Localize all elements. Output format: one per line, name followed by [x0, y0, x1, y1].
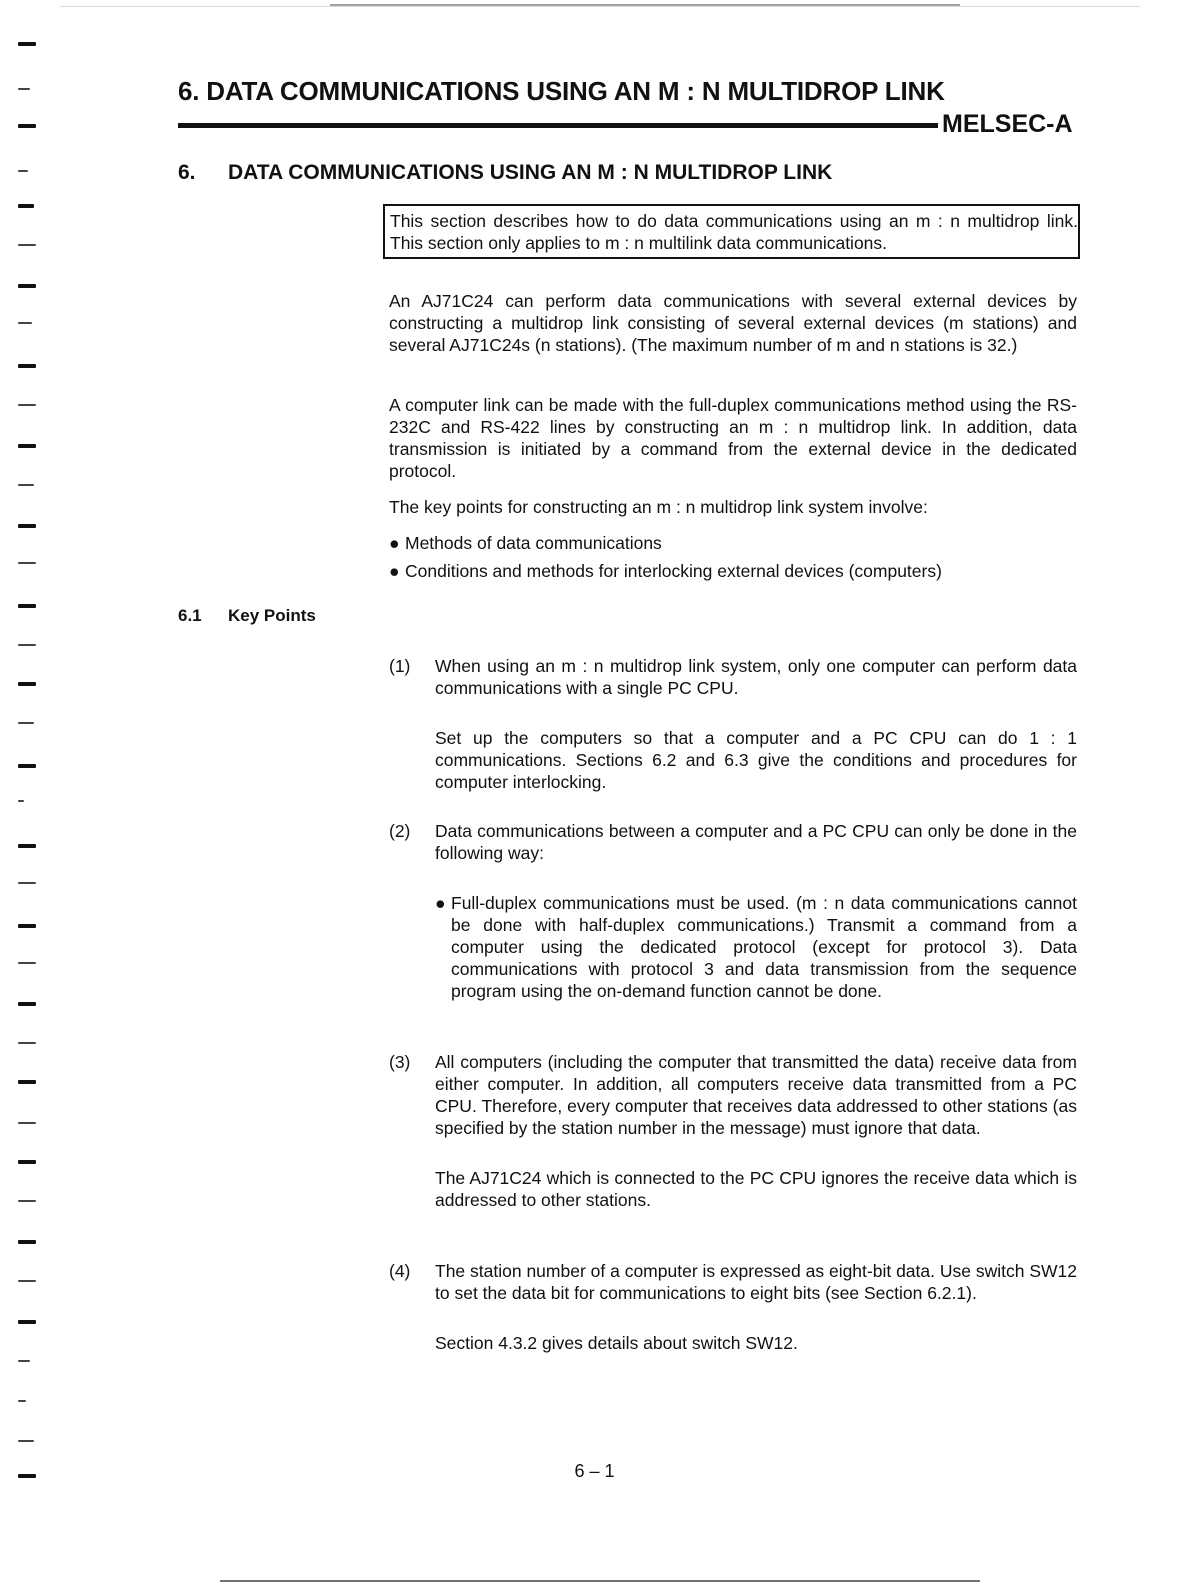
item-bullet-text: Full-duplex communications must be used. (m : n data communications cannot be done with half-duplex communications.) Transmit a command from a computer using the dedicated protocol (except for protocol 3). Data communications with protocol 3 and data transmission from the sequence program using the on-demand function cannot be done.: [451, 893, 1077, 1001]
binder-mark: [18, 722, 34, 724]
binder-mark: [18, 1280, 36, 1282]
scan-edge-top-faint: [60, 6, 1140, 7]
binder-mark: [18, 800, 24, 802]
list-item: [389, 532, 1077, 554]
item-text: All computers (including the computer that transmitted the data) receive data from either computer. In addition, all computers receive data transmitted from a PC CPU. Therefore, every computer that receives data addressed to other stations (as specified by the station number in the message) must ignore that data.: [435, 1052, 1077, 1138]
section-number: 6.: [178, 161, 196, 184]
page-number: 6 – 1: [574, 1461, 615, 1481]
section-title: DATA COMMUNICATIONS USING AN M : N MULTIDROP LINK: [228, 161, 833, 184]
binder-mark: [18, 924, 36, 928]
binder-mark: [18, 562, 36, 564]
binder-mark: [18, 1042, 36, 1044]
binder-mark: [18, 1400, 26, 1402]
binder-mark: [18, 284, 36, 288]
binder-mark: [18, 244, 36, 246]
page-header-title: 6. DATA COMMUNICATIONS USING AN M : N MULTIDROP LINK: [178, 76, 945, 106]
numbered-item: [389, 1260, 1077, 1354]
scan-edge-bottom: [220, 1580, 980, 1582]
numbered-item: [389, 1051, 1077, 1211]
list-item-text: Methods of data communications: [405, 533, 662, 553]
subsection-heading: [178, 606, 316, 626]
item-marker: (2): [389, 821, 411, 841]
list-item: [389, 560, 1077, 582]
binder-mark: [18, 444, 36, 448]
binder-mark: [18, 1160, 36, 1164]
binder-mark: [18, 524, 36, 528]
binder-mark: [18, 682, 36, 686]
binder-mark: [18, 1240, 36, 1244]
numbered-item: [389, 655, 1077, 793]
binder-mark: [18, 764, 36, 768]
binder-mark: [18, 1360, 30, 1362]
binder-mark: [18, 1080, 36, 1084]
binder-mark: [18, 404, 36, 406]
bullet-icon: ●: [389, 561, 400, 581]
intro-paragraph: The key points for constructing an m : n multidrop link system involve:: [389, 497, 928, 517]
item-marker: (3): [389, 1052, 411, 1072]
key-points-bullet-list: [389, 532, 1077, 582]
numbered-item: [389, 820, 1077, 1002]
binder-mark: [18, 88, 30, 90]
binder-mark: [18, 1122, 36, 1124]
intro-paragraph: A computer link can be made with the full-duplex communications method using the RS-232C and RS-422 lines by constructing an m : n multidrop link. In addition, data transmission is initiated by a command from the external device in the dedicated protocol.: [389, 395, 1077, 481]
item-note: Set up the computers so that a computer and a PC CPU can do 1 : 1 communications. Sections 6.2 and 6.3 give the conditions and procedures for computer interlocking.: [435, 728, 1077, 792]
list-item-text: Conditions and methods for interlocking external devices (computers): [405, 561, 942, 581]
binder-mark: [18, 844, 36, 848]
binder-mark: [18, 1002, 36, 1006]
subsection-title: Key Points: [228, 606, 316, 625]
binder-mark: [18, 42, 36, 46]
item-text: Data communications between a computer and a PC CPU can only be done in the following way:: [435, 821, 1077, 863]
header-brand: MELSEC-A: [942, 110, 1073, 138]
binder-mark: [18, 170, 28, 172]
section-summary-box: This section describes how to do data communications using an m : n multidrop link. This section only applies to m : n multilink data communications.: [383, 204, 1080, 259]
item-marker: (4): [389, 1261, 411, 1281]
bullet-icon: ●: [435, 893, 446, 913]
binder-edge-marks: [18, 30, 42, 1510]
binder-mark: [18, 364, 36, 368]
item-text: The station number of a computer is expressed as eight-bit data. Use switch SW12 to set the data bit for communications to eight bits (see Section 6.2.1).: [435, 1261, 1077, 1303]
item-note: Section 4.3.2 gives details about switch SW12.: [435, 1333, 798, 1353]
bullet-icon: ●: [389, 533, 400, 553]
item-note: The AJ71C24 which is connected to the PC CPU ignores the receive data which is addressed to other stations.: [435, 1168, 1077, 1210]
binder-mark: [18, 1200, 36, 1202]
header-rule: [178, 123, 938, 128]
binder-mark: [18, 204, 34, 208]
binder-mark: [18, 882, 36, 884]
binder-mark: [18, 962, 36, 964]
binder-mark: [18, 1320, 36, 1324]
scan-edge-top: [330, 4, 960, 6]
binder-mark: [18, 484, 34, 486]
binder-mark: [18, 124, 36, 128]
binder-mark: [18, 604, 36, 608]
item-marker: (1): [389, 656, 411, 676]
subsection-number: 6.1: [178, 606, 202, 625]
binder-mark: [18, 1440, 34, 1442]
list-item: [435, 892, 1077, 1002]
binder-mark: [18, 322, 32, 324]
section-heading: [178, 161, 832, 185]
intro-paragraph: An AJ71C24 can perform data communications with several external devices by constructing a multidrop link consisting of several external devices (m stations) and several AJ71C24s (n stations). (The maximum number of m and n stations is 32.): [389, 291, 1077, 355]
item-text: When using an m : n multidrop link system, only one computer can perform data communications with a single PC CPU.: [435, 656, 1077, 698]
binder-mark: [18, 644, 36, 646]
